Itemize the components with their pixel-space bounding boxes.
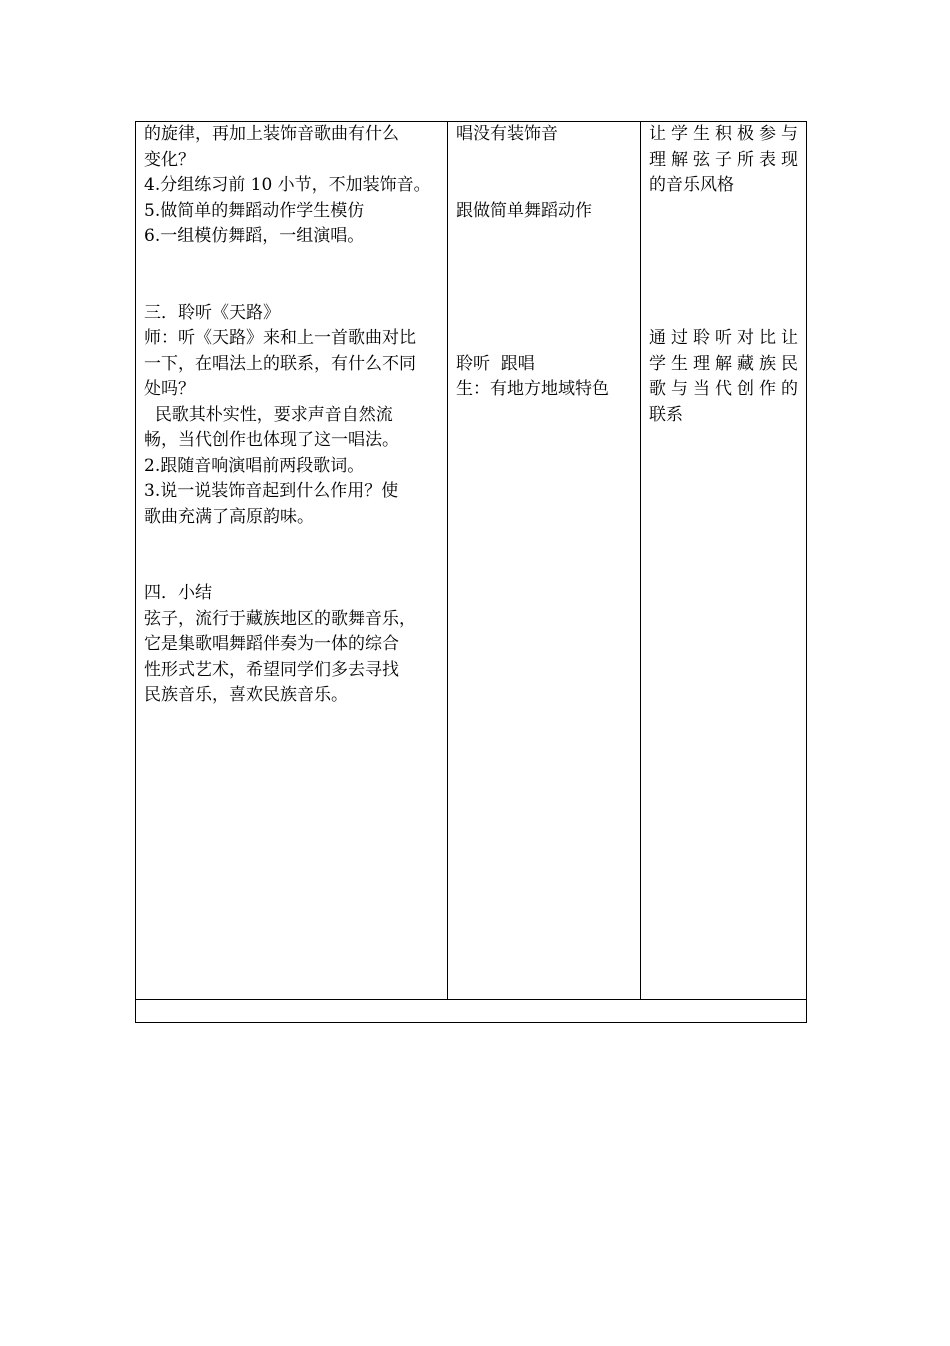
blank-line bbox=[144, 250, 439, 276]
text-line: 民歌其朴实性，要求声音自然流 bbox=[144, 404, 393, 425]
teacher-activity-cell bbox=[136, 122, 448, 1000]
blank-line bbox=[649, 301, 798, 327]
text-line: 民族音乐，喜欢民族音乐。 bbox=[144, 685, 348, 705]
text-line: 让学生积极参与 bbox=[649, 124, 798, 144]
text-line: 畅，当代创作也体现了这一唱法。 bbox=[144, 430, 399, 450]
text-line: 6.一组模仿舞蹈，一组演唱。 bbox=[144, 226, 365, 246]
blank-line bbox=[144, 275, 439, 301]
blank-line bbox=[144, 556, 439, 582]
blank-line bbox=[456, 148, 632, 174]
blank-line bbox=[456, 275, 632, 301]
section-heading: 四．小结 bbox=[144, 583, 212, 603]
blank-line bbox=[144, 530, 439, 556]
table-row bbox=[136, 122, 807, 1000]
text-line: 3.说一说装饰音起到什么作用？使 bbox=[144, 481, 399, 501]
text-line: 歌曲充满了高原韵味。 bbox=[144, 506, 314, 527]
text-line: 歌与当代创作的 bbox=[649, 379, 798, 399]
text-line: 弦子，流行于藏族地区的歌舞音乐， bbox=[144, 608, 416, 629]
text-line: 它是集歌唱舞蹈伴奏为一体的综合 bbox=[144, 634, 399, 654]
text-line: 处吗？ bbox=[144, 379, 195, 399]
section-heading: 三．聆听《天路》 bbox=[144, 302, 280, 323]
text-line: 5.做简单的舞蹈动作学生模仿 bbox=[144, 200, 365, 221]
text-line: 生：有地方地域特色 bbox=[456, 379, 609, 399]
text-line: 性形式艺术，希望同学们多去寻找 bbox=[144, 659, 399, 680]
blank-line bbox=[456, 250, 632, 276]
empty-footer-cell bbox=[136, 1000, 807, 1023]
blank-line bbox=[649, 250, 798, 276]
blank-line bbox=[649, 275, 798, 301]
table-footer-row bbox=[136, 1000, 807, 1023]
design-purpose-cell bbox=[641, 122, 807, 1000]
text-line: 2.跟随音响演唱前两段歌词。 bbox=[144, 455, 365, 476]
text-line: 学生理解藏族民 bbox=[649, 353, 798, 374]
lesson-plan-table bbox=[135, 121, 807, 1023]
text-line: 通过聆听对比让 bbox=[649, 328, 798, 348]
blank-line bbox=[456, 173, 632, 199]
text-line: 一下，在唱法上的联系，有什么不同 bbox=[144, 353, 416, 374]
blank-line bbox=[456, 301, 632, 327]
blank-line bbox=[649, 199, 798, 225]
student-activity-cell bbox=[448, 122, 641, 1000]
text-line: 的旋律，再加上装饰音歌曲有什么 bbox=[144, 124, 399, 144]
text-line: 的音乐风格 bbox=[649, 175, 734, 195]
blank-line bbox=[456, 224, 632, 250]
text-line: 跟做简单舞蹈动作 bbox=[456, 200, 592, 221]
text-line: 4.分组练习前 10 小节，不加装饰音。 bbox=[144, 175, 431, 195]
text-line: 联系 bbox=[649, 404, 683, 425]
text-line: 唱没有装饰音 bbox=[456, 124, 558, 144]
text-line: 师：听《天路》来和上一首歌曲对比 bbox=[144, 328, 416, 348]
blank-line bbox=[649, 224, 798, 250]
text-line: 变化？ bbox=[144, 149, 195, 170]
text-line: 聆听 跟唱 bbox=[456, 353, 535, 374]
text-line: 理解弦子所表现 bbox=[649, 149, 798, 170]
blank-line bbox=[456, 326, 632, 352]
